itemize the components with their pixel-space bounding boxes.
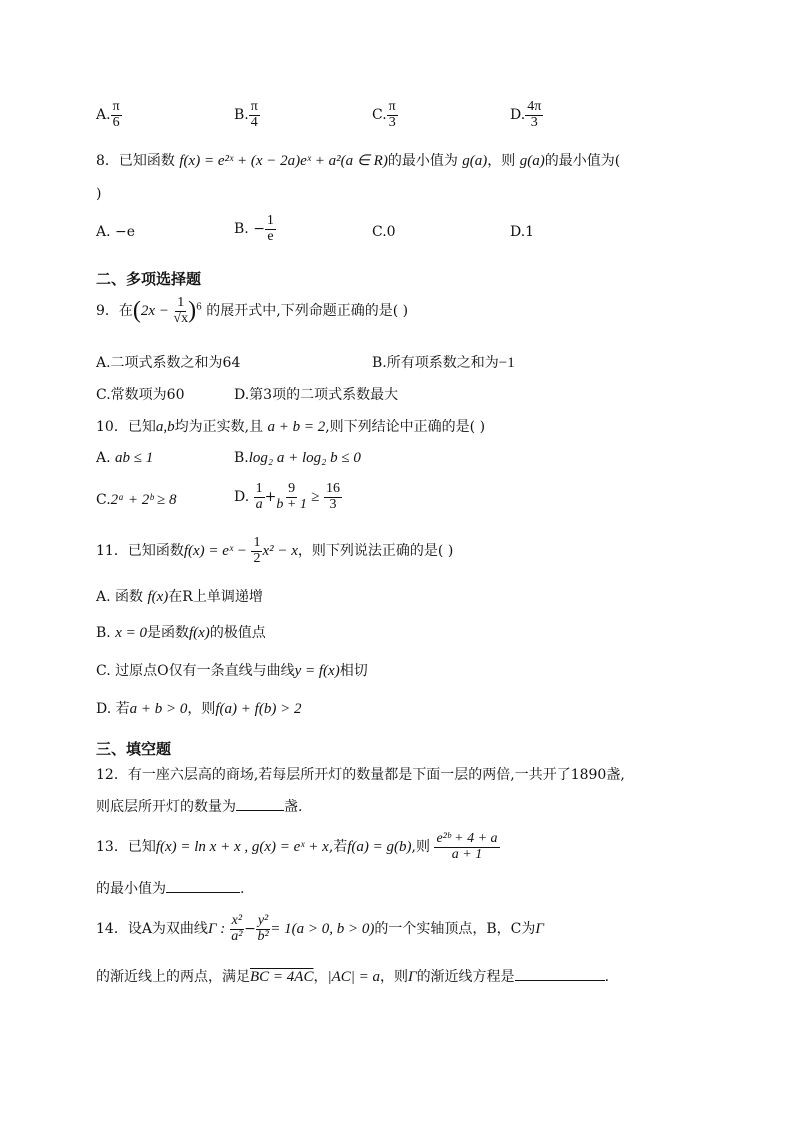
q10-option-c: C.2ᵃ + 2ᵇ ≥ 8: [96, 492, 177, 508]
q8-option-d: D.1: [510, 224, 535, 240]
q7-option-d: D. $\frac{4\pi}{3}$: [510, 99, 542, 130]
q7-option-c: C. $\frac{\pi}{3}$: [372, 99, 396, 130]
q7-option-a: A. $\frac{\pi}{6}$: [96, 99, 120, 130]
q10-option-d: D. $\frac{1}{a}$ + $\frac{9}{b + 1}$ ≥ $\frac{16}{3}$: [234, 481, 340, 512]
q11-option-c: C. 过原点O仅有一条直线与曲线y = f(x)相切: [96, 663, 368, 679]
q10-option-a: A. ab ≤ 1: [96, 450, 154, 466]
q13-line2: 的最小值为 .: [96, 881, 245, 897]
q10-option-b: B.log₂ a + log₂ b ≤ 0: [234, 450, 361, 466]
q9-stem: 9．在(2x − $\frac{1}{√x}$ )$^6$ 的展开式中,下列命题正确的是( ): [96, 295, 409, 326]
q14-line2: 的渐近线上的两点，满足BC = 4AC，|AC| = a，则Γ的渐近线方程是 .: [96, 969, 610, 985]
q8-stem: 8．已知函数 f(x) = e²ˣ + (x − 2a)eˣ + a²(a ∈ R)的最小值为 g(a)，则 g(a)的最小值为(: [96, 153, 621, 169]
q12-line2: 则底层所开灯的数量为 盏.: [96, 799, 303, 815]
q9-option-a: A.二项式系数之和为64: [96, 355, 241, 371]
q14-answer-blank[interactable]: [515, 980, 605, 981]
q13-answer-blank[interactable]: [166, 892, 240, 893]
q8-option-b: B. − $\frac{1}{e}$: [234, 213, 274, 244]
q8-option-a: A. −e: [96, 224, 136, 240]
q8-option-c: C.0: [372, 224, 396, 240]
q9-option-d: D.第3项的二项式系数最大: [234, 387, 399, 403]
q8-close-paren: ): [96, 186, 102, 202]
q7-option-b: B. $\frac{\pi}{4}$: [234, 99, 258, 130]
q14-stem: 14．设A为双曲线Γ : $\frac{\text{x²}}{\text{a²}}$ − $\frac{\text{y²}}{\text{b²}}$ = 1(a > 0, b > 0)的一个实轴顶点，B，C为Γ: [96, 913, 544, 944]
q11-option-a: A. 函数 f(x)在R上单调递增: [96, 589, 263, 605]
q9-option-b: B.所有项系数之和为−1: [372, 355, 515, 371]
q10-stem: 10．已知a,b均为正实数,且 a + b = 2,则下列结论中正确的是( ): [96, 419, 486, 435]
q9-option-c: C.常数项为60: [96, 387, 185, 403]
q12-line1: 12．有一座六层高的商场,若每层所开灯的数量都是下面一层的两倍,一共开了1890盏,: [96, 767, 625, 783]
section-heading-multiple-choice: 二、多项选择题: [96, 270, 202, 288]
q11-option-b: B. x = 0是函数f(x)的极值点: [96, 625, 266, 641]
section-heading-fill-in: 三、填空题: [96, 740, 172, 758]
q11-stem: 11．已知函数f(x) = eˣ − $\frac{1}{2}$ x² − x，则下列说法正确的是( ): [96, 535, 454, 566]
q11-option-d: D. 若a + b > 0，则f(a) + f(b) > 2: [96, 701, 302, 717]
q13-stem: 13．已知f(x) = ln x + x , g(x) = eˣ + x,若f(a) = g(b),则 $\frac{\text{e²ᵇ + 4 + a}}{a + 1}$: [96, 831, 498, 862]
q12-answer-blank[interactable]: [236, 810, 284, 811]
